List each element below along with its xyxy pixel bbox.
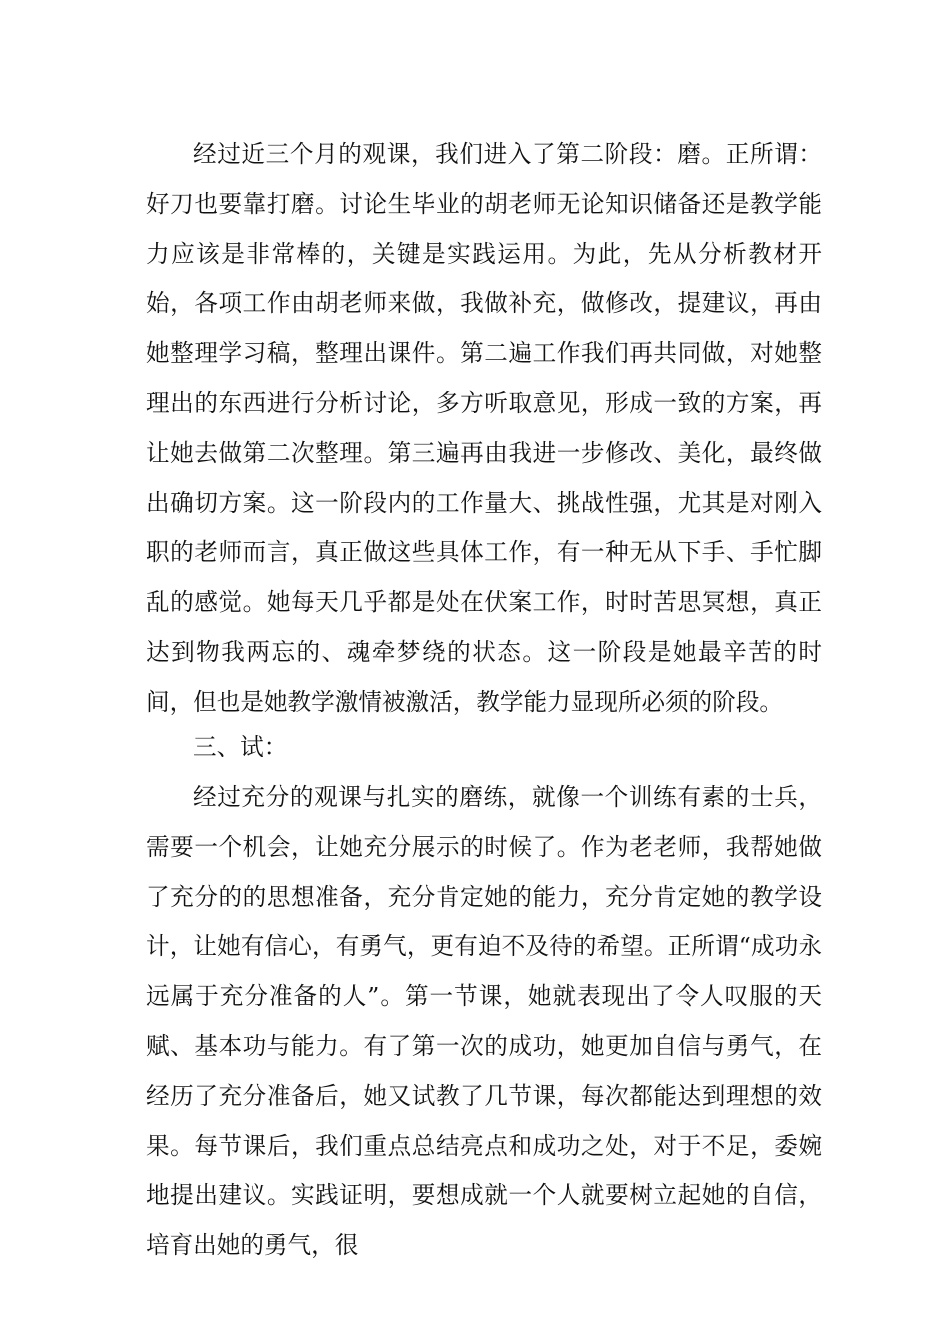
paragraph-grinding-stage: 经过近三个月的观课，我们进入了第二阶段：磨。正所谓：好刀也要靠打磨。讨论生毕业的胡老师无论知识储备还是教学能力应该是非常棒的，关键是实践运用。为此，先从分析教材开始，各项工作由胡老师来做，我做补充，做修改，提建议，再由她整理学习稿，整理出课件。第二遍工作我们再共同做，对她整理出的东西进行分析讨论，多方听取意见，形成一致的方案，再让她去做第二次整理。第三遍再由我进一步修改、美化，最终做出确切方案。这一阶段内的工作量大、挑战性强，尤其是对刚入职的老师而言，真正做这些具体工作，有一种无从下手、手忙脚乱的感觉。她每天几乎都是处在伏案工作，时时苦思冥想，真正达到物我两忘的、魂牵梦绕的状态。这一阶段是她最辛苦的时间，但也是她教学激情被激活，教学能力显现所必须的阶段。 <box>146 140 822 716</box>
section-heading-trial: 三、试： <box>193 733 288 761</box>
paragraph-trial-stage: 经过充分的观课与扎实的磨练，就像一个训练有素的士兵，需要一个机会，让她充分展示的时候了。作为老老师，我帮她做了充分的的思想准备，充分肯定她的能力，充分肯定她的教学设计，让她有信心，有勇气，更有迫不及待的希望。正所谓“成功永远属于充分准备的人”。第一节课，她就表现出了令人叹服的天赋、基本功与能力。有了第一次的成功，她更加自信与勇气，在经历了充分准备后，她又试教了几节课，每次都能达到理想的效果。每节课后，我们重点总结亮点和成功之处，对于不足，委婉地提出建议。实践证明，要想成就一个人就要树立起她的自信，培育出她的勇气，很 <box>146 783 822 1260</box>
